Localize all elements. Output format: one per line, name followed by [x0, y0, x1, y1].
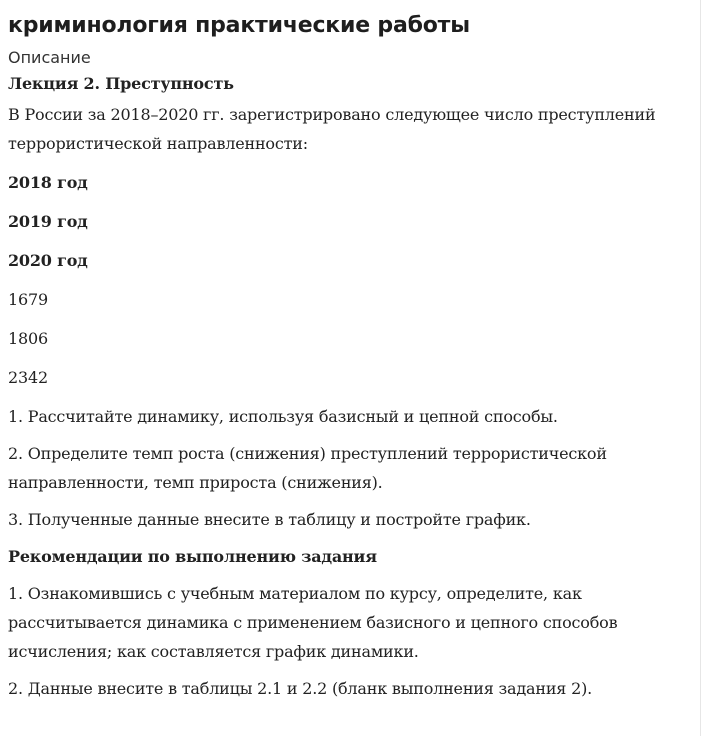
year-2020: 2020 год [8, 251, 88, 270]
recommendation-2: 2. Данные внесите в таблицы 2.1 и 2.2 (бланк выполнения задания 2). [8, 679, 592, 698]
year-2019: 2019 год [8, 212, 88, 231]
value-2018: 1679 [8, 290, 48, 309]
recommendations-heading: Рекомендации по выполнению задания [8, 547, 377, 566]
task-3: 3. Полученные данные внесите в таблицу и постройте график. [8, 510, 531, 529]
lecture-heading: Лекция 2. Преступность [8, 74, 234, 93]
recommendation-1: 1. Ознакомившись с учебным материалом по курсу, определите, как рассчитывается динамика с применением базисного и цепного способов исчисления; как составляется график динамики. [8, 584, 618, 661]
description-content [8, 69, 693, 703]
description-label: Описание [8, 48, 91, 67]
value-2020: 2342 [8, 368, 48, 387]
intro-paragraph: В России за 2018–2020 гг. зарегистрировано следующее число преступлений террористической направленности: [8, 105, 656, 153]
page-title: криминология практические работы [8, 13, 470, 38]
value-2019: 1806 [8, 329, 48, 348]
task-1: 1. Рассчитайте динамику, используя базисный и цепной способы. [8, 407, 558, 426]
year-2018: 2018 год [8, 173, 88, 192]
task-2: 2. Определите темп роста (снижения) преступлений террористической направленности, темп прироста (снижения). [8, 444, 607, 492]
